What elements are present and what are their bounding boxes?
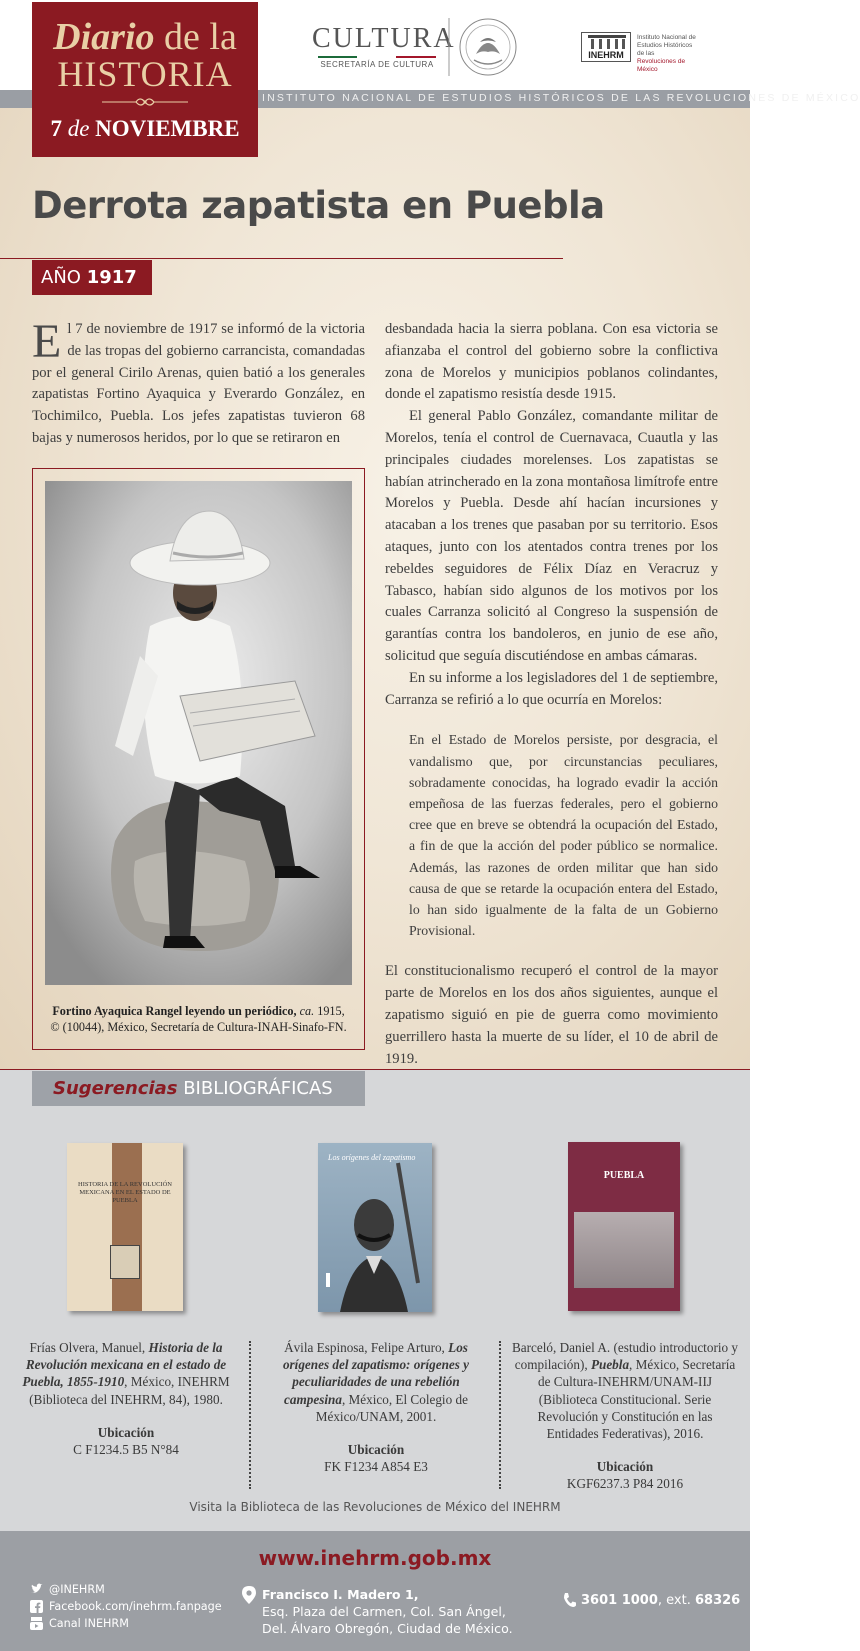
ref3-citation (510, 1339, 740, 1442)
ref2-citation (272, 1339, 480, 1425)
social-links (30, 1581, 222, 1632)
institute-name: INSTITUTO NACIONAL DE ESTUDIOS HISTÓRICOS DE LAS REVOLUCIONES DE MÉXICO (262, 92, 860, 104)
ref2-location: FK F1234 A854 E3 (324, 1459, 428, 1475)
caption-ca: ca. (296, 1004, 315, 1018)
paragraph-1: desbandada hacia la sierra poblana. Con esa victoria se afianzaba el control del gobierno sobre la conflictiva zona de Morelos y municipios poblanos colindantes, donde el zapatismo resistía desde 1915. (385, 321, 718, 403)
inehrm-acronym: INEHRM (588, 50, 624, 60)
ref3-location-label: Ubicación (596, 1459, 654, 1475)
address-line2: Esq. Plaza del Carmen, Col. San Ángel, (262, 1604, 506, 1619)
suggestions-italic: Sugerencias (53, 1078, 178, 1099)
address (262, 1586, 513, 1637)
address-street: Francisco I. Madero 1, (262, 1587, 419, 1602)
banner-de: de (61, 116, 96, 141)
banner-month: NOVIEMBRE (95, 116, 240, 141)
carranza-quote: En el Estado de Morelos persiste, por desgracia, el vandalismo que, por circunstancias peculiares, sobradamente conocidas, ha logrado evadir la acción empeñosa de las fuerzas federales, pero el gobierno cree que en breve se obtendrá la ocupación del Estado, a fin de que la acción del poder público se normalice. Además, las razones de orden militar que han sido causa de que se retarde la ocupación entera del Estado, lo han sido igualmente de la falta de un Gobierno Provisional. (409, 732, 718, 939)
book-cover-1[interactable] (67, 1143, 183, 1311)
zapata-portrait-icon (318, 1143, 432, 1312)
photo-caption (43, 1003, 354, 1035)
suggestions-heading (32, 1071, 365, 1106)
year-label: AÑO (41, 267, 81, 288)
youtube-icon (30, 1617, 43, 1630)
website-link[interactable]: www.inehrm.gob.mx (258, 1546, 492, 1570)
drop-cap: E (32, 315, 62, 368)
inehrm-logo[interactable] (581, 32, 701, 73)
building-columns-icon (582, 33, 632, 51)
ref3-author: Barceló, Daniel A. (estudio introductorio y compilación), (512, 1340, 738, 1373)
banner-date (32, 116, 258, 142)
youtube-channel: Canal INEHRM (49, 1617, 129, 1630)
book1-title: HISTORIA DE LA REVOLUCIÓN MEXICANA EN EL ESTADO DE PUEBLA (78, 1181, 172, 1204)
cultura-tricolor (318, 56, 436, 58)
inehrm-line1: Instituto Nacional de (637, 34, 696, 41)
banner-de-la: de la (154, 16, 237, 58)
ref2-location-label: Ubicación (347, 1442, 405, 1458)
photo-frame (32, 468, 365, 1050)
cultura-sub: SECRETARÍA DE CULTURA (320, 60, 434, 69)
book2-title: Los orígenes del zapatismo (328, 1153, 416, 1162)
ref1-rest: , México, INEHRM (Biblioteca del INEHRM, 84), 1980. (29, 1374, 230, 1407)
article-column-right (385, 319, 718, 1070)
dotted-separator-1 (249, 1341, 251, 1489)
man-reading-newspaper-illustration (45, 481, 352, 985)
book1-stripe (112, 1143, 142, 1311)
year-badge (32, 260, 152, 295)
ref1-title: Historia de la Revolución mexicana en el estado de Puebla, 1855-1910 (22, 1340, 227, 1390)
inehrm-line2: Estudios Históricos de las (637, 42, 693, 57)
article-title: Derrota zapatista en Puebla (32, 184, 605, 227)
phone-icon (562, 1592, 576, 1608)
paragraph-3: En su informe a los legisladores del 1 de septiembre, Carranza se refirió a lo que ocurría en Morelos: (385, 669, 718, 708)
bibliographic-reference-2 (272, 1339, 480, 1475)
intro-paragraph: l 7 de noviembre de 1917 se informó de la victoria de las tropas del gobierno carrancista, comandadas por el general Cirilo Arenas, quien batió a los generales zapatistas Fortino Ayaquica y Everardo González, en Tochimilco, Puebla. Los jefes zapatistas tuvieron 68 bajas y numerosos heridos, por lo que se retiraron en (32, 321, 365, 446)
ref3-rest: , México, Secretaría de Cultura-INEHRM/UNAM-IIJ (Biblioteca Constitucional. Serie Revolución y Constitución en las Entidades Federativas), 2016. (537, 1357, 736, 1442)
twitter-icon (30, 1583, 43, 1596)
historical-photo (45, 481, 352, 985)
phone-ext: 68326 (694, 1593, 741, 1608)
caption-year: 1915, (314, 1004, 345, 1018)
location-pin-icon (242, 1586, 256, 1604)
facebook-icon (30, 1600, 43, 1613)
cultura-logo[interactable] (312, 23, 456, 69)
ref3-location: KGF6237.3 P84 2016 (566, 1476, 684, 1492)
twitter-handle: @INEHRM (49, 1583, 105, 1596)
book-cover-3[interactable] (568, 1142, 680, 1311)
phone-ext-label: , ext. (657, 1593, 695, 1608)
inehrm-line3: Revoluciones de México (637, 58, 686, 73)
article-intro (32, 315, 365, 450)
dotted-separator-2 (499, 1341, 501, 1489)
phone-main: 3601 1000 (581, 1593, 658, 1608)
youtube-link[interactable] (30, 1615, 222, 1632)
ref2-title: Los orígenes del zapatismo: orígenes y peculiaridades de una rebelión campesina (282, 1340, 470, 1407)
suggestions-rest: BIBLIOGRÁFICAS (177, 1078, 333, 1099)
facebook-link[interactable] (30, 1598, 222, 1615)
banner-historia: HISTORIA (57, 54, 233, 94)
closing-paragraph: El constitucionalismo recuperó el control de la mayor parte de Morelos en los dos años siguientes, aunque el zapatismo siguió en pie de guerra como movimiento guerrillero hasta la muerte de su líder, el 10 de abril de 1919. (385, 963, 718, 1067)
bibliographic-reference-1 (20, 1339, 232, 1458)
eagle-seal-icon (448, 14, 520, 80)
cultura-word: CULTURA (312, 23, 456, 54)
ref2-rest: , México, El Colegio de México/UNAM, 2001. (315, 1391, 468, 1424)
ref1-citation (20, 1339, 232, 1408)
caption-credit: © (10044), México, Secretaría de Cultura-INAH-Sinafo-FN. (50, 1020, 347, 1034)
banner-day: 7 (50, 116, 62, 141)
book1-emblem-icon (110, 1245, 140, 1279)
diario-banner (32, 2, 258, 157)
title-divider (0, 258, 563, 259)
ref3-title: Puebla (590, 1357, 630, 1373)
ref1-location-label: Ubicación (97, 1424, 155, 1440)
book-cover-2[interactable] (318, 1143, 432, 1312)
caption-bold: Fortino Ayaquica Rangel leyendo un periódico, (52, 1004, 297, 1018)
ref1-author: Frías Olvera, Manuel, (29, 1340, 149, 1355)
banner-diario: Diario (53, 16, 155, 58)
ref1-location: C F1234.5 B5 N°84 (73, 1442, 179, 1458)
bibliographic-reference-3 (510, 1339, 740, 1493)
ornament-icon (100, 96, 190, 108)
ref2-author: Ávila Espinosa, Felipe Arturo, (284, 1340, 449, 1355)
year-value: 1917 (86, 267, 137, 288)
address-line3: Del. Álvaro Obregón, Ciudad de México. (262, 1621, 513, 1636)
phone-number[interactable] (581, 1593, 740, 1608)
library-visit-note: Visita la Biblioteca de las Revoluciones de México del INEHRM (189, 1500, 561, 1514)
paragraph-2: El general Pablo González, comandante militar de Morelos, tenía el control de Cuernavaca, Cuautla y las principales ciudades morelenses. Los zapatistas se habían atrincherado en la zona montañosa limítrofe entre Morelos y Puebla. Desde ahí hacían incursiones y atacaban a los trenes que pasaban por su territorio. Esos ataques, junto con los atentados contra trenes por los rebeldes seguidores de Félix Díaz en Veracruz y Tabasco, habían sido algunos de los motivos por los cuales Carranza solicitó al Congreso la suspensión de garantías contra los bandoleros, en junio de ese año, solicitud que seguía discutiéndose en ambas cámaras. (385, 408, 718, 664)
twitter-link[interactable] (30, 1581, 222, 1598)
facebook-url: Facebook.com/inehrm.fanpage (49, 1600, 222, 1613)
inehrm-fullname (637, 34, 701, 74)
book3-title: PUEBLA (603, 1170, 645, 1181)
book3-group-photo (574, 1212, 674, 1288)
inehrm-building-icon (581, 32, 631, 62)
